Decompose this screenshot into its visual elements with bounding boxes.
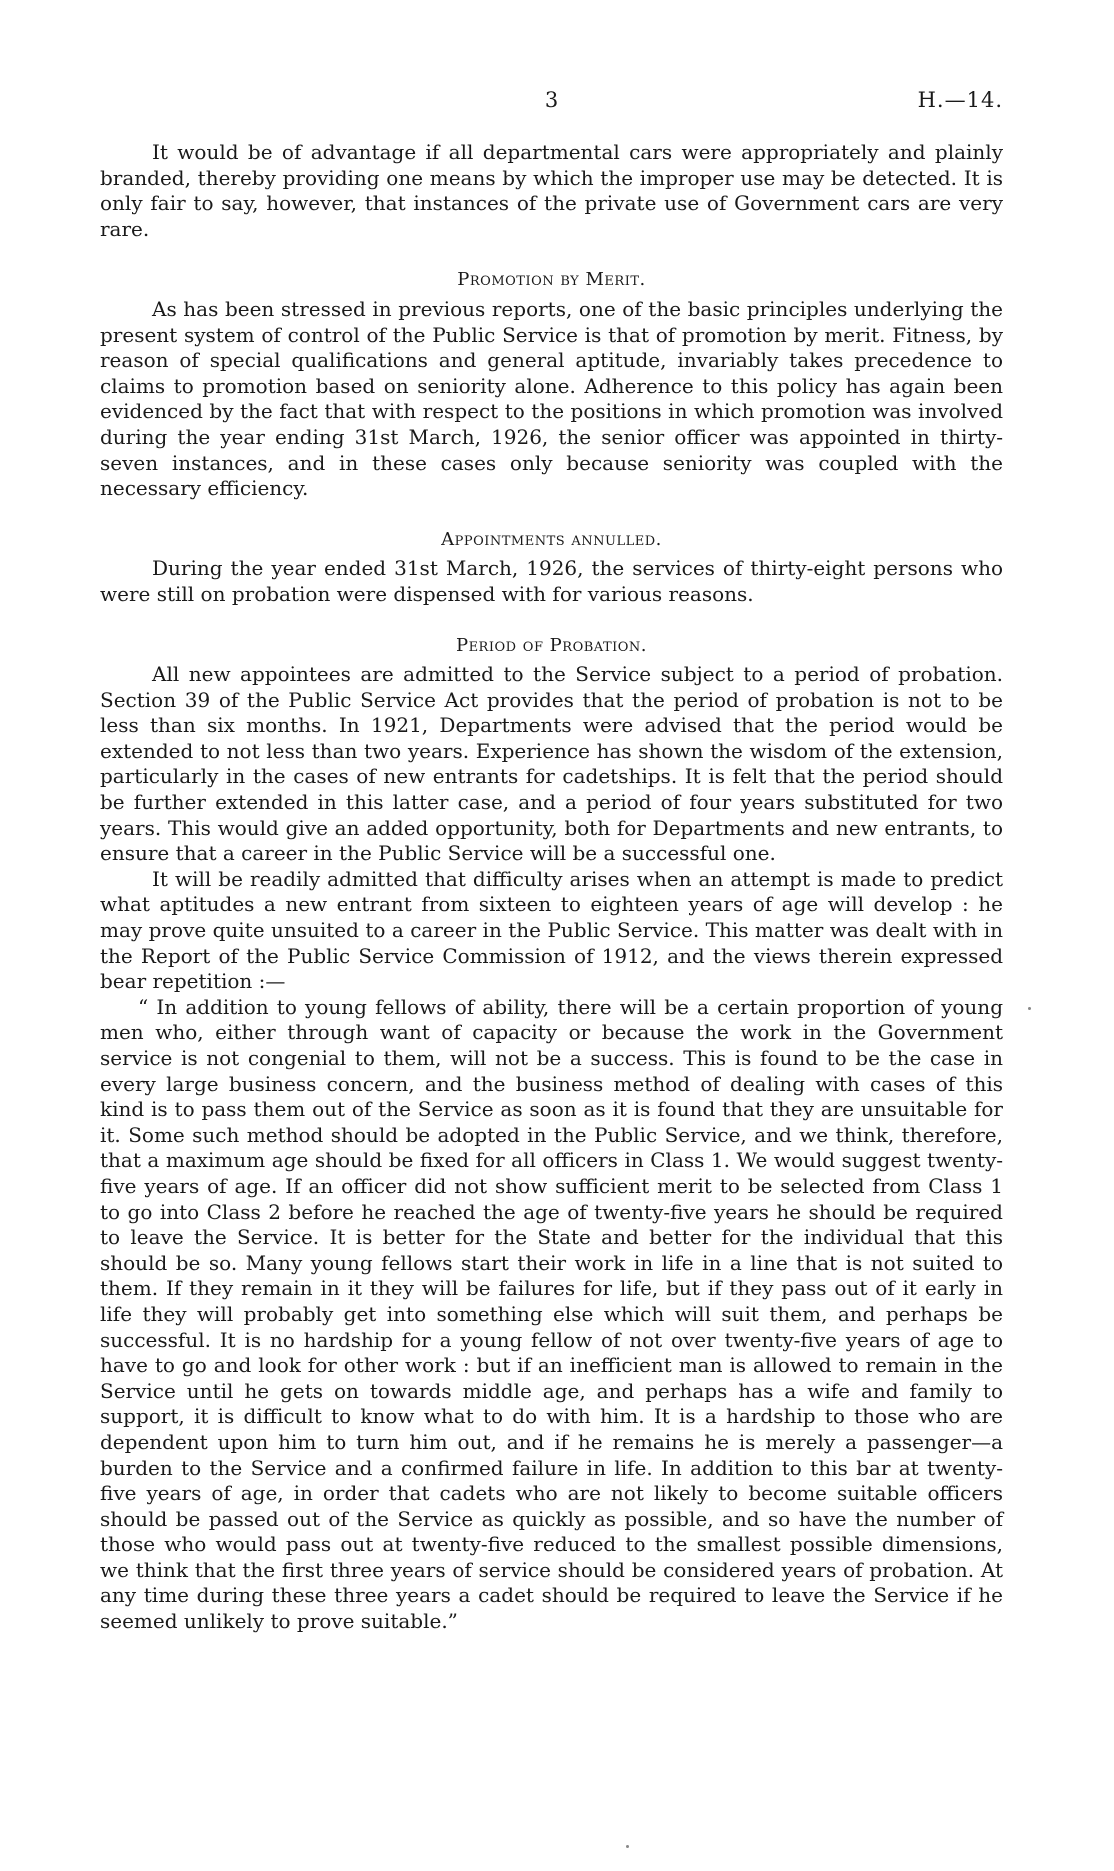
page-number: 3 [544, 88, 559, 112]
paragraph-probation-1: All new appointees are admitted to the Service subject to a period of probation. Section 39 of the Public Service Act provides that the period of probation is not to be less than six months. In 1921, Departments were advised that the period would be extended to not less than two years. Experience has shown the wisdom of the extension, particularly in the cases of new entrants for cadetships. It is felt that the period should be further extended in this latter case, and a period of four years substituted for two years. This would give an added opportunity, both for Departments and new entrants, to ensure that a career in the Public Service will be a successful one. [100, 662, 1003, 866]
paragraph-departmental-cars: It would be of advantage if all departmental cars were appropriately and plainly branded, thereby providing one means by which the improper use may be detected. It is only fair to say, however, that instances of the private use of Government cars are very rare. [100, 140, 1003, 241]
page-header [100, 88, 1003, 122]
scan-speck [1028, 1007, 1031, 1010]
paragraph-probation-2: It will be readily admitted that difficulty arises when an attempt is made to predict what aptitudes a new entrant from sixteen to eighteen years of age will develop : he may prove quite unsuited to a career in the Public Service. This matter was dealt with in the Report of the Public Service Commission of 1912, and the views therein expressed bear repetition :— [100, 866, 1003, 994]
quote-commission-report: “ In addition to young fellows of ability, there will be a certain proportion of young men who, either through want of capacity or because the work in the Government service is not congenial to them, will not be a success. This is found to be the case in every large business concern, and the business method of dealing with cases of this kind is to pass them out of the Service as soon as it is found that they are unsuitable for it. Some such method should be adopted in the Public Service, and we think, therefore, that a maximum age should be fixed for all officers in Class 1. We would suggest twenty-five years of age. If an officer did not show sufficient merit to be selected from Class 1 to go into Class 2 before he reached the age of twenty-five years he should be required to leave the Service. It is better for the State and better for the individual that this should be so. Many young fellows start their work in life in a line that is not suited to them. If they remain in it they will be failures for life, but if they pass out of it early in life they will probably get into something else which will suit them, and perhaps be successful. It is no hardship for a young fellow of not over twenty-five years of age to have to go and look for other work : but if an inefficient man is allowed to remain in the Service until he gets on towards middle age, and perhaps has a wife and family to support, it is difficult to know what to do with him. It is a hardship to those who are dependent upon him to turn him out, and if he remains he is merely a passenger—a burden to the Service and a confirmed failure in life. In addition to this bar at twenty-five years of age, in order that cadets who are not likely to become suitable officers should be passed out of the Service as quickly as possible, and so have the number of those who would pass out at twenty-five reduced to the smallest possible dimensions, we think that the first three years of service should be considered years of probation. At any time during these three years a cadet should be required to leave the Service if he seemed unlikely to prove suitable.” [100, 994, 1003, 1634]
scan-speck [626, 1845, 629, 1848]
document-body [100, 140, 1003, 1635]
paragraph-appointments: During the year ended 31st March, 1926, the services of thirty-eight persons who were still on probation were dispensed with for various reasons. [100, 556, 1003, 606]
paragraph-promotion: As has been stressed in previous reports, one of the basic principles underlying the present system of control of the Public Service is that of promotion by merit. Fitness, by reason of special qualifications and general aptitude, invariably takes precedence to claims to promotion based on seniority alone. Adherence to this policy has again been evidenced by the fact that with respect to the positions in which promotion was involved during the year ending 31st March, 1926, the senior officer was appointed in thirty-seven instances, and in these cases only because seniority was coupled with the necessary efficiency. [100, 296, 1003, 501]
heading-appointments-annulled: Appointments annulled. [441, 528, 662, 550]
document-reference: H.—14. [917, 88, 1003, 112]
heading-promotion-by-merit: Promotion by Merit. [457, 269, 646, 291]
heading-period-of-probation: Period of Probation. [455, 634, 648, 656]
